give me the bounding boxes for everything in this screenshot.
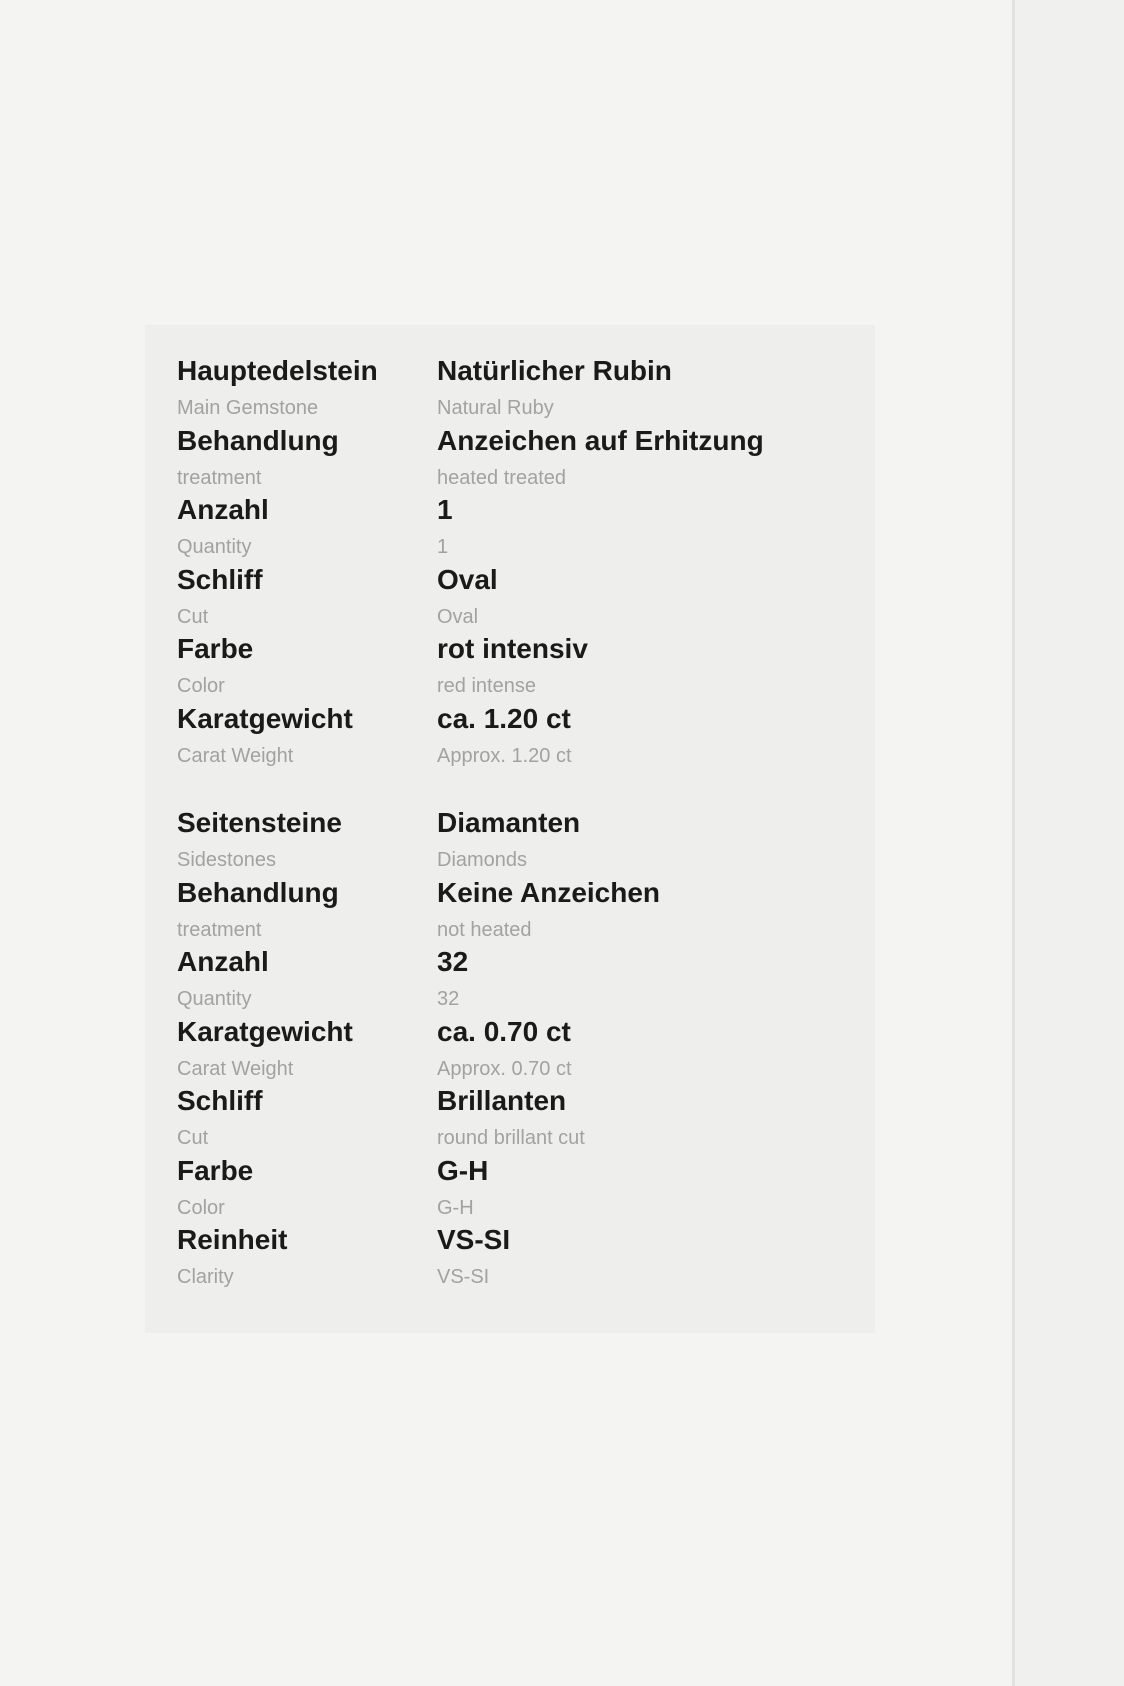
label-de: Karatgewicht (177, 702, 353, 734)
label-en: Sidestones (177, 849, 276, 871)
page-edge (1012, 0, 1124, 1686)
value-en: G-H (437, 1196, 474, 1219)
label-de: Hauptedelstein (177, 355, 378, 386)
label-en: Carat Weight (177, 744, 294, 767)
spec-row-cut (177, 1087, 857, 1157)
value-de: Natürlicher Rubin (437, 355, 672, 386)
label-de: Farbe (177, 1154, 254, 1186)
label-en: Cut (177, 605, 209, 628)
spec-row-color (177, 1154, 857, 1227)
spec-row-cut (177, 563, 857, 636)
label-de: Schliff (177, 1085, 263, 1116)
value-en: Approx. 1.20 ct (437, 744, 572, 767)
value-de: Oval (437, 563, 498, 595)
spec-row-main-gemstone (177, 357, 857, 427)
label-en: Carat Weight (177, 1057, 294, 1080)
main-gemstone-section (177, 357, 857, 774)
spec-row-carat-weight (177, 1015, 857, 1088)
label-de: Schliff (177, 563, 263, 595)
value-de: Diamanten (437, 807, 581, 838)
sidestones-section (177, 809, 857, 1296)
label-en: Clarity (177, 1266, 234, 1288)
value-de: Anzeichen auf Erhitzung (437, 424, 764, 456)
value-en: red intense (437, 675, 536, 697)
label-de: Anzahl (177, 494, 269, 525)
value-en: not heated (437, 918, 532, 941)
spec-panel (145, 325, 875, 1333)
value-de: ca. 1.20 ct (437, 702, 571, 734)
value-en: VS-SI (437, 1266, 490, 1288)
label-en: Main Gemstone (177, 397, 319, 419)
value-en: Natural Ruby (437, 397, 554, 419)
spec-row-color (177, 635, 857, 705)
value-en: round brillant cut (437, 1127, 585, 1149)
value-de: Brillanten (437, 1085, 567, 1116)
label-en: treatment (177, 918, 262, 941)
value-de: 1 (437, 494, 453, 525)
label-en: Quantity (177, 536, 252, 558)
value-de: rot intensiv (437, 633, 588, 664)
label-de: Behandlung (177, 876, 339, 908)
label-de: Farbe (177, 633, 254, 664)
spec-row-quantity (177, 948, 857, 1018)
value-de: 32 (437, 946, 469, 977)
value-de: ca. 0.70 ct (437, 1015, 571, 1047)
value-en: Approx. 0.70 ct (437, 1057, 572, 1080)
value-de: Keine Anzeichen (437, 876, 661, 908)
value-de: G-H (437, 1154, 489, 1186)
label-de: Seitensteine (177, 807, 342, 838)
spec-row-treatment (177, 424, 857, 497)
label-en: Color (177, 1196, 225, 1219)
label-en: Color (177, 675, 225, 697)
spec-row-sidestones (177, 809, 857, 879)
label-de: Anzahl (177, 946, 269, 977)
label-de: Karatgewicht (177, 1015, 353, 1047)
value-de: VS-SI (437, 1224, 511, 1255)
value-en: heated treated (437, 466, 566, 489)
spec-row-quantity (177, 496, 857, 566)
label-de: Reinheit (177, 1224, 288, 1255)
label-de: Behandlung (177, 424, 339, 456)
value-en: 1 (437, 536, 449, 558)
label-en: Quantity (177, 988, 252, 1010)
label-en: treatment (177, 466, 262, 489)
value-en: 32 (437, 988, 460, 1010)
label-en: Cut (177, 1127, 209, 1149)
value-en: Diamonds (437, 849, 528, 871)
spec-row-treatment (177, 876, 857, 949)
value-en: Oval (437, 605, 479, 628)
spec-row-carat-weight (177, 702, 857, 775)
spec-row-clarity (177, 1226, 857, 1296)
